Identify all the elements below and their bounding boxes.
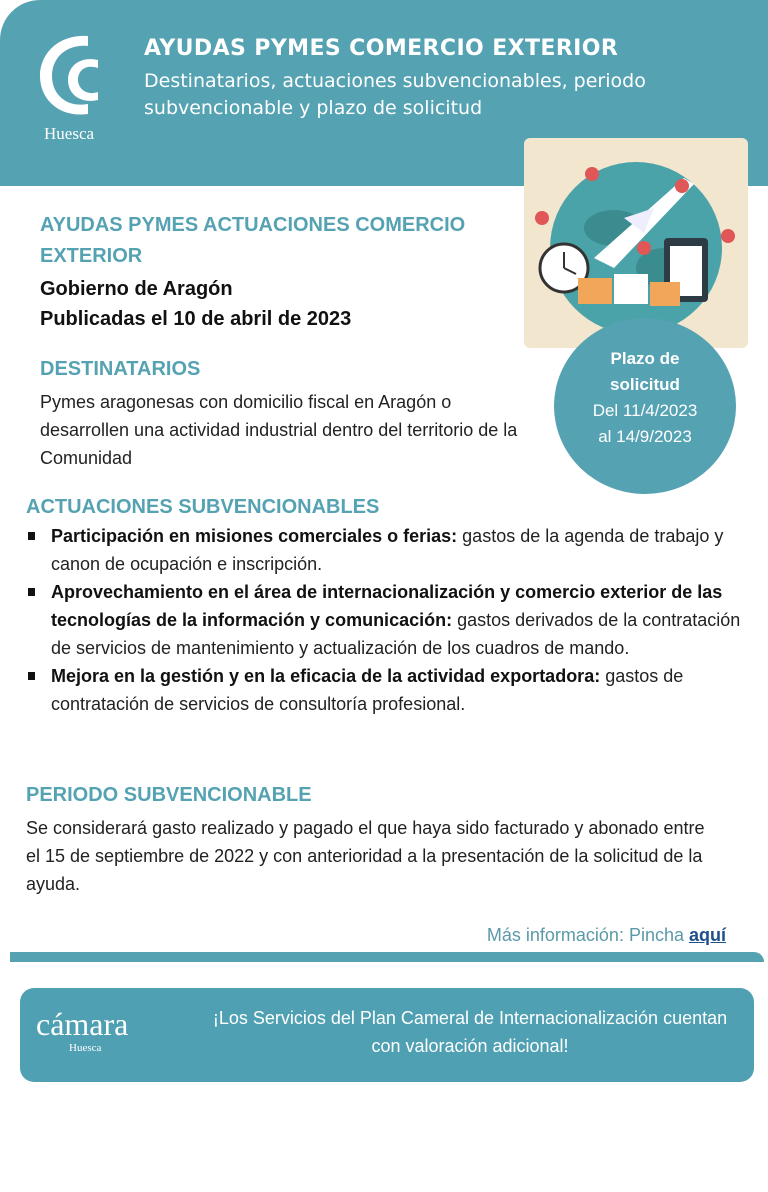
badge-label-2: solicitud: [610, 375, 680, 394]
aid-organization: [40, 274, 351, 334]
export-illustration: [524, 138, 748, 348]
footer-banner: [20, 988, 754, 1082]
list-item: [24, 662, 744, 718]
destinatarios-text: Pymes aragonesas con domicilio fiscal en Aragón o desarrollen una actividad industrial dentro del territorio de la Comunidad: [40, 392, 518, 468]
header-title: AYUDAS PYMES COMERCIO EXTERIOR: [144, 36, 619, 61]
more-info-link[interactable]: aquí: [688, 925, 726, 945]
destinatarios-heading: DESTINATARIOS: [40, 358, 201, 380]
item-text: gastos derivados de la contratación de servicios de mantenimiento y actualización de los cuadros de mando.: [51, 610, 741, 658]
logo-city: Huesca: [44, 124, 95, 143]
badge-label-1: Plazo de: [610, 349, 680, 368]
camara-c-icon: [36, 30, 106, 120]
badge-to: al 14/9/2023: [598, 427, 692, 446]
badge-from: Del 11/4/2023: [592, 401, 698, 420]
item-bold: Mejora en la gestión y en la eficacia de la actividad exportadora:: [51, 666, 601, 686]
footer-logo-city: Huesca: [69, 1042, 102, 1054]
footer-logo-name: cámara: [36, 1006, 129, 1042]
more-info: [487, 925, 726, 946]
publication-date: Publicadas el 10 de abril de 2023: [40, 308, 352, 330]
actuaciones-list: [24, 522, 744, 718]
organization-name: Gobierno de Aragón: [40, 278, 233, 300]
item-bold: Participación en misiones comerciales o ferias:: [51, 526, 458, 546]
footer-message: ¡Los Servicios del Plan Cameral de Internacionalización cuentan con valoración adicional!: [212, 1008, 728, 1056]
item-bold: Aprovechamiento en el área de internacionalización y comercio exterior de las tecnologías de la información y comunicación:: [51, 582, 723, 630]
camara-logo: [36, 30, 116, 150]
actuaciones-heading: ACTUACIONES SUBVENCIONABLES: [26, 496, 380, 518]
periodo-text: Se considerará gasto realizado y pagado el que haya sido facturado y abonado entre el 15 de septiembre de 2022 y con anterioridad a la presentación de la solicitud de la ayuda.: [26, 818, 705, 894]
footer-logo: [36, 1006, 128, 1054]
divider: [10, 952, 764, 962]
item-text: gastos de la agenda de trabajo y canon de ocupación e inscripción.: [51, 526, 724, 574]
header-subtitle: Destinatarios, actuaciones subvencionables, periodo subvencionable y plazo de solicitud: [144, 70, 646, 119]
list-item: [24, 522, 744, 578]
globe-plane-icon: [524, 138, 748, 348]
list-item: [24, 578, 744, 662]
item-text: gastos de contratación de servicios de consultoría profesional.: [51, 666, 684, 714]
aid-title: AYUDAS PYMES ACTUACIONES COMERCIO EXTERIOR: [40, 214, 466, 267]
more-info-prefix: Más información: Pincha: [486, 925, 689, 945]
deadline-badge: [554, 318, 736, 494]
periodo-heading: PERIODO SUBVENCIONABLE: [26, 784, 312, 806]
